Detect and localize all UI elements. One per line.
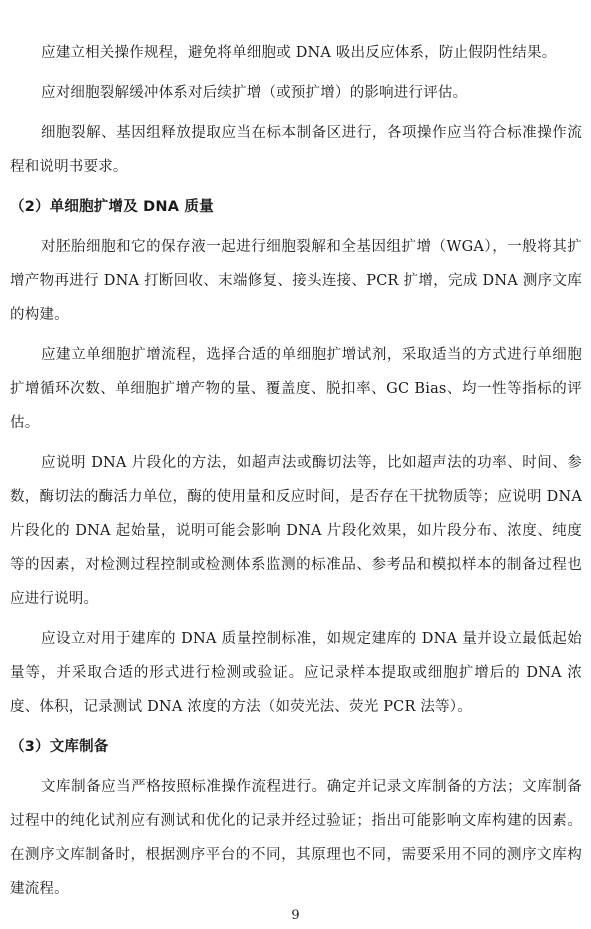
- paragraph-operating-procedure: 应建立相关操作规程，避免将单细胞或 DNA 吸出反应体系，防止假阴性结果。: [41, 45, 557, 61]
- page-number: 9: [291, 908, 300, 923]
- paragraph-library-preparation: 文库制备应当严格按照标准操作流程进行。确定并记录文库制备的方法；文库制备过程中的纯化试剂应有测试和优化的记录并经过验证；指出可能影响文库构建的因素。在测序文库制备时，根据测序平台的不同，其原理也不同，需要采用不同的测序文库构建流程。: [10, 779, 582, 897]
- paragraph-dna-fragmentation: 应说明 DNA 片段化的方法，如超声法或酶切法等，比如超声法的功率、时间、参数，酶切法的酶活力单位，酶的使用量和反应时间，是否存在干扰物质等；应说明 DNA 片段化的 DNA 起始量，说明可能会影响 DNA 片段化效果，如片段分布、浓度、纯度等的因素，对检测过程控制或检测体系监测的标准品、参考品和模拟样本的制备过程也应进行说明。: [10, 455, 582, 607]
- section-heading-single-cell-amplification: （2）单细胞扩增及 DNA 质量: [10, 199, 214, 215]
- paragraph-amplification-workflow: 应建立单细胞扩增流程，选择合适的单细胞扩增试剂，采取适当的方式进行单细胞扩增循环次数、单细胞扩增产物的量、覆盖度、脱扣率、GC Bias、均一性等指标的评估。: [10, 347, 582, 431]
- paragraph-genome-extraction: 细胞裂解、基因组释放提取应当在标本制备区进行，各项操作应当符合标准操作流程和说明书要求。: [10, 125, 582, 175]
- document-body: [10, 36, 582, 912]
- section-heading-library-preparation: （3）文库制备: [10, 739, 109, 755]
- paragraph-lysis-buffer: 应对细胞裂解缓冲体系对后续扩增（或预扩增）的影响进行评估。: [41, 85, 468, 101]
- paragraph-dna-quality-control: 应设立对用于建库的 DNA 质量控制标准，如规定建库的 DNA 量并设立最低起始量等，并采取合适的形式进行检测或验证。应记录样本提取或细胞扩增后的 DNA 浓度、体积，记录测试 DNA 浓度的方法（如荧光法、荧光 PCR 法等）。: [10, 631, 582, 715]
- paragraph-wga: 对胚胎细胞和它的保存液一起进行细胞裂解和全基因组扩增（WGA），一般将其扩增产物再进行 DNA 打断回收、末端修复、接头连接、PCR 扩增，完成 DNA 测序文库的构建。: [10, 239, 582, 323]
